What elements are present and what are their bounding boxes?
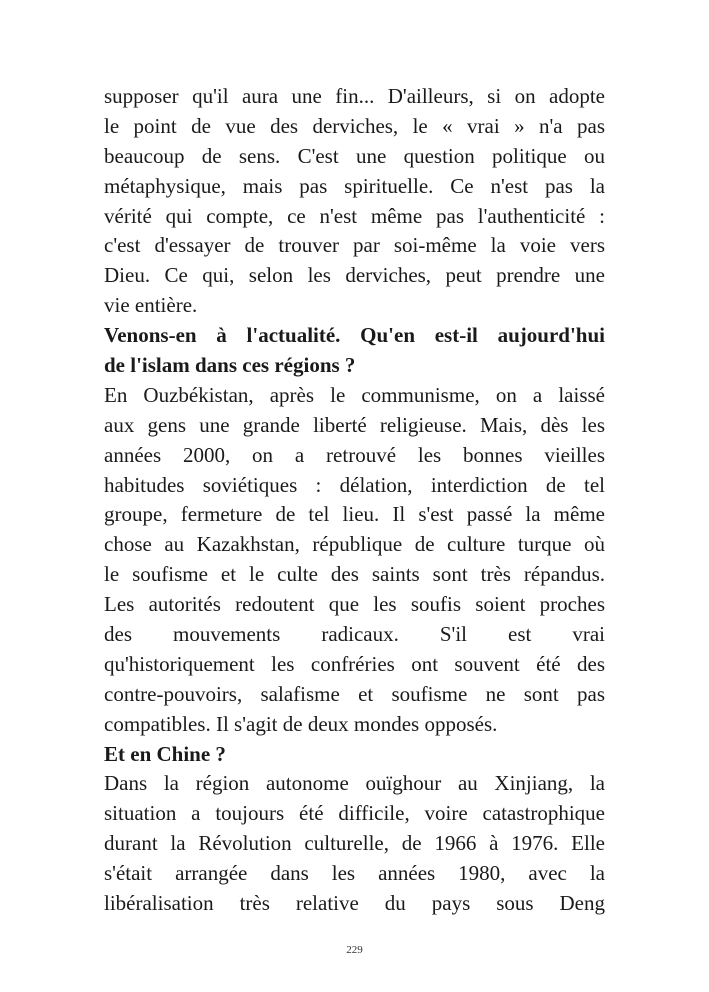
text-line: situation a toujours été difficile, voire catastrophique	[104, 801, 605, 826]
text-line: supposer qu'il aura une fin... D'ailleurs, si on adopte	[104, 84, 605, 108]
text-line: compatibles. Il s'agit de deux mondes opposés.	[104, 711, 498, 736]
text-line: groupe, fermeture de tel lieu. Il s'est passé la même	[104, 502, 605, 527]
question-line: de l'islam dans ces régions ?	[104, 353, 356, 378]
text-line: c'est d'essayer de trouver par soi-même la voie vers	[104, 233, 605, 258]
page-text	[104, 82, 605, 919]
text-line: habitudes soviétiques : délation, interdiction de tel	[104, 472, 605, 497]
text-line: Les autorités redoutent que les soufis soient proches	[104, 592, 605, 617]
text-line: aux gens une grande liberté religieuse. Mais, dès les	[104, 412, 605, 437]
paragraph-answer-chine	[104, 769, 605, 918]
text-line: En Ouzbékistan, après le communisme, on a laissé	[104, 382, 605, 407]
text-line: Dieu. Ce qui, selon les derviches, peut prendre une	[104, 263, 605, 288]
page-number: 229	[346, 944, 363, 956]
text-line: le soufisme et le culte des saints sont très répandus.	[104, 562, 605, 587]
interview-question-actualite	[104, 321, 605, 381]
paragraph-answer-ouzbekistan	[104, 381, 605, 740]
question-line: Et en Chine ?	[104, 741, 226, 766]
interview-question-chine	[104, 740, 605, 770]
text-line: métaphysique, mais pas spirituelle. Ce n'est pas la	[104, 173, 605, 198]
text-line: des mouvements radicaux. S'il est vrai	[104, 622, 605, 647]
text-line: libéralisation très relative du pays sous Deng	[104, 891, 605, 916]
text-line: chose au Kazakhstan, république de culture turque où	[104, 532, 605, 557]
paragraph-answer-derviches	[104, 82, 605, 321]
text-line: qu'historiquement les confréries ont souvent été des	[104, 651, 605, 676]
text-line: s'était arrangée dans les années 1980, avec la	[104, 861, 605, 886]
question-line: Venons-en à l'actualité. Qu'en est-il aujourd'hui	[104, 323, 605, 348]
text-line: durant la Révolution culturelle, de 1966 à 1976. Elle	[104, 831, 605, 856]
text-line: vie entière.	[104, 293, 198, 318]
text-line: beaucoup de sens. C'est une question politique ou	[104, 143, 605, 168]
text-line: Dans la région autonome ouïghour au Xinjiang, la	[104, 771, 605, 796]
text-line: contre-pouvoirs, salafisme et soufisme ne sont pas	[104, 681, 605, 706]
text-line: le point de vue des derviches, le « vrai » n'a pas	[104, 113, 605, 138]
text-line: années 2000, on a retrouvé les bonnes vieilles	[104, 442, 605, 467]
text-line: vérité qui compte, ce n'est même pas l'authenticité :	[104, 203, 605, 228]
